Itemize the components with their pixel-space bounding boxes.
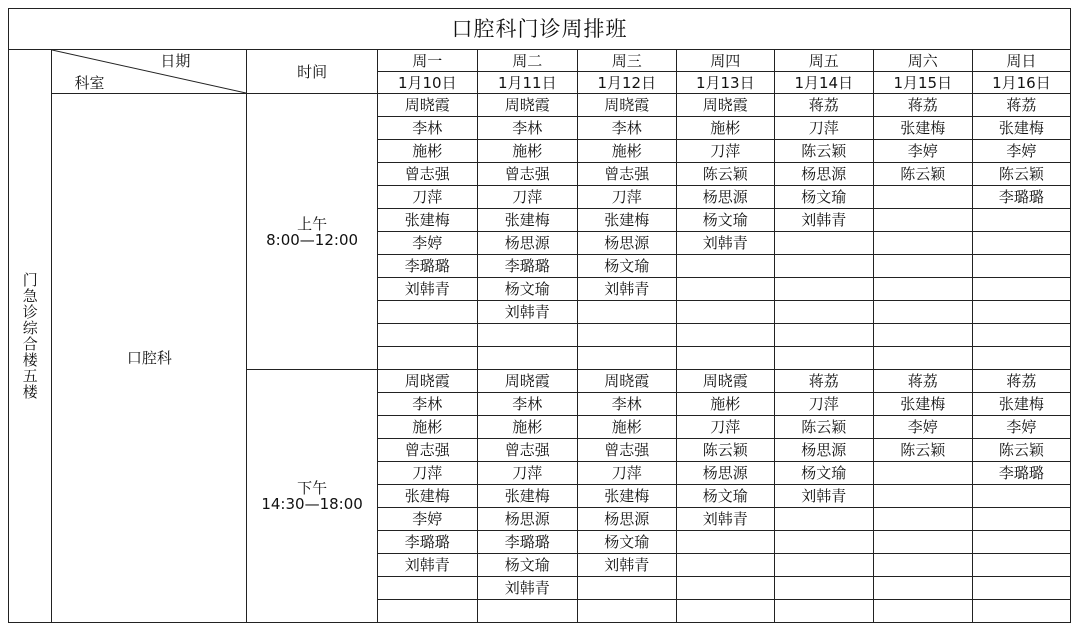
doctor-cell: 曾志强 xyxy=(577,163,676,186)
doctor-cell: 施彬 xyxy=(577,140,676,163)
doctor-cell xyxy=(577,577,676,600)
doctor-cell xyxy=(577,600,676,623)
doctor-cell: 李林 xyxy=(477,393,577,416)
doctor-cell xyxy=(972,232,1070,255)
doctor-cell: 刀萍 xyxy=(577,462,676,485)
doctor-cell xyxy=(676,554,774,577)
doctor-cell xyxy=(972,485,1070,508)
doctor-cell: 陈云颖 xyxy=(972,163,1070,186)
doctor-cell: 杨文瑜 xyxy=(676,209,774,232)
session-label: 下午 xyxy=(297,479,328,497)
doctor-cell xyxy=(577,301,676,324)
doctor-cell: 施彬 xyxy=(676,117,774,140)
date-header: 1月16日 xyxy=(972,72,1070,94)
doctor-cell xyxy=(477,324,577,347)
doctor-cell xyxy=(972,508,1070,531)
doctor-cell: 张建梅 xyxy=(972,117,1070,140)
doctor-cell: 蒋荔 xyxy=(972,94,1070,117)
doctor-cell xyxy=(873,462,972,485)
time-header-label: 时间 xyxy=(247,50,377,94)
doctor-cell: 陈云颖 xyxy=(676,439,774,462)
diagonal-header xyxy=(52,50,247,94)
doctor-cell: 刀萍 xyxy=(676,416,774,439)
doctor-cell: 张建梅 xyxy=(477,485,577,508)
doctor-cell: 杨文瑜 xyxy=(676,485,774,508)
date-header: 1月14日 xyxy=(774,72,873,94)
doctor-cell xyxy=(676,278,774,301)
weekday-header: 周三 xyxy=(577,50,676,72)
doctor-cell: 刀萍 xyxy=(477,462,577,485)
doctor-cell xyxy=(972,554,1070,577)
doctor-cell: 杨思源 xyxy=(774,439,873,462)
doctor-cell: 张建梅 xyxy=(477,209,577,232)
doctor-cell: 曾志强 xyxy=(377,163,477,186)
doctor-cell: 李林 xyxy=(377,117,477,140)
doctor-cell: 施彬 xyxy=(377,140,477,163)
session-label: 上午 xyxy=(297,214,328,233)
doctor-cell: 李婷 xyxy=(873,140,972,163)
doctor-cell xyxy=(972,531,1070,554)
doctor-cell xyxy=(774,577,873,600)
doctor-cell xyxy=(774,232,873,255)
dept-header-label: 科室 xyxy=(74,74,105,92)
doctor-cell: 杨文瑜 xyxy=(477,278,577,301)
doctor-cell xyxy=(774,301,873,324)
doctor-cell xyxy=(377,577,477,600)
department-cell: 口腔科 xyxy=(52,94,247,623)
doctor-cell: 张建梅 xyxy=(577,485,676,508)
doctor-cell xyxy=(676,577,774,600)
doctor-cell: 周晓霞 xyxy=(377,370,477,393)
doctor-cell: 施彬 xyxy=(477,416,577,439)
doctor-cell: 杨思源 xyxy=(774,163,873,186)
doctor-cell: 刀萍 xyxy=(477,186,577,209)
doctor-cell: 李婷 xyxy=(972,140,1070,163)
doctor-cell: 刘韩青 xyxy=(477,577,577,600)
doctor-cell: 杨思源 xyxy=(676,462,774,485)
doctor-cell: 施彬 xyxy=(377,416,477,439)
weekday-header: 周一 xyxy=(377,50,477,72)
doctor-cell xyxy=(873,485,972,508)
doctor-cell xyxy=(577,324,676,347)
doctor-cell: 周晓霞 xyxy=(676,370,774,393)
doctor-cell: 杨思源 xyxy=(577,232,676,255)
doctor-cell xyxy=(972,324,1070,347)
doctor-cell: 曾志强 xyxy=(577,439,676,462)
doctor-cell xyxy=(873,531,972,554)
doctor-cell: 陈云颖 xyxy=(873,163,972,186)
doctor-cell: 李婷 xyxy=(972,416,1070,439)
location-char: 综 xyxy=(22,319,38,337)
date-header: 1月12日 xyxy=(577,72,676,94)
doctor-cell xyxy=(972,600,1070,623)
doctor-cell: 陈云颖 xyxy=(676,163,774,186)
doctor-cell: 蒋荔 xyxy=(873,94,972,117)
doctor-cell xyxy=(377,324,477,347)
location-char: 急 xyxy=(22,287,38,305)
doctor-cell: 李林 xyxy=(477,117,577,140)
doctor-cell: 李璐璐 xyxy=(477,531,577,554)
doctor-cell: 刀萍 xyxy=(377,186,477,209)
doctor-cell xyxy=(972,577,1070,600)
doctor-cell: 李婷 xyxy=(377,508,477,531)
doctor-cell: 李璐璐 xyxy=(477,255,577,278)
location-char: 门 xyxy=(22,271,38,289)
doctor-cell: 蒋荔 xyxy=(873,370,972,393)
date-header: 1月10日 xyxy=(377,72,477,94)
doctor-cell xyxy=(873,278,972,301)
doctor-cell xyxy=(774,347,873,370)
doctor-cell: 曾志强 xyxy=(477,439,577,462)
doctor-cell xyxy=(972,278,1070,301)
doctor-cell: 张建梅 xyxy=(972,393,1070,416)
doctor-cell: 刘韩青 xyxy=(676,232,774,255)
doctor-cell: 周晓霞 xyxy=(377,94,477,117)
doctor-cell xyxy=(873,347,972,370)
weekday-header: 周日 xyxy=(972,50,1070,72)
doctor-cell: 刘韩青 xyxy=(577,554,676,577)
session-time-cell xyxy=(247,94,377,370)
doctor-cell: 蒋荔 xyxy=(774,370,873,393)
schedule-table xyxy=(8,8,1071,623)
doctor-cell xyxy=(774,324,873,347)
doctor-cell: 刀萍 xyxy=(676,140,774,163)
session-time-range: 14:30—18:00 xyxy=(261,495,363,513)
doctor-cell xyxy=(377,347,477,370)
doctor-cell xyxy=(873,600,972,623)
doctor-cell xyxy=(972,255,1070,278)
doctor-cell: 陈云颖 xyxy=(873,439,972,462)
doctor-cell xyxy=(873,508,972,531)
doctor-cell: 刘韩青 xyxy=(774,485,873,508)
date-header: 1月13日 xyxy=(676,72,774,94)
doctor-cell: 杨文瑜 xyxy=(577,531,676,554)
doctor-cell xyxy=(972,347,1070,370)
doctor-cell: 李林 xyxy=(577,393,676,416)
doctor-cell xyxy=(676,347,774,370)
doctor-cell: 周晓霞 xyxy=(676,94,774,117)
session-time-range: 8:00—12:00 xyxy=(266,230,359,249)
doctor-cell xyxy=(676,301,774,324)
location-char: 楼 xyxy=(22,351,38,369)
doctor-cell: 杨思源 xyxy=(477,232,577,255)
doctor-cell xyxy=(774,278,873,301)
doctor-cell: 杨文瑜 xyxy=(774,462,873,485)
doctor-cell: 李璐璐 xyxy=(377,531,477,554)
doctor-cell: 杨思源 xyxy=(477,508,577,531)
doctor-cell: 刀萍 xyxy=(577,186,676,209)
doctor-cell: 施彬 xyxy=(577,416,676,439)
location-char: 诊 xyxy=(22,303,38,321)
location-char: 五 xyxy=(22,367,38,385)
doctor-cell: 张建梅 xyxy=(873,393,972,416)
schedule-sheet xyxy=(8,8,1071,623)
doctor-cell: 李婷 xyxy=(873,416,972,439)
doctor-cell xyxy=(873,577,972,600)
doctor-cell: 曾志强 xyxy=(377,439,477,462)
doctor-cell: 李婷 xyxy=(377,232,477,255)
doctor-cell xyxy=(873,209,972,232)
doctor-cell: 张建梅 xyxy=(377,485,477,508)
doctor-cell xyxy=(774,508,873,531)
doctor-cell: 刀萍 xyxy=(774,117,873,140)
doctor-cell: 曾志强 xyxy=(477,163,577,186)
doctor-cell: 杨文瑜 xyxy=(774,186,873,209)
session-time-cell xyxy=(247,370,377,623)
doctor-cell: 杨思源 xyxy=(676,186,774,209)
doctor-cell xyxy=(873,324,972,347)
weekday-header: 周二 xyxy=(477,50,577,72)
doctor-cell xyxy=(676,255,774,278)
date-header: 1月15日 xyxy=(873,72,972,94)
doctor-cell: 李璐璐 xyxy=(377,255,477,278)
doctor-cell: 张建梅 xyxy=(377,209,477,232)
doctor-cell xyxy=(873,554,972,577)
doctor-cell: 刀萍 xyxy=(774,393,873,416)
doctor-cell xyxy=(873,301,972,324)
doctor-cell: 周晓霞 xyxy=(477,94,577,117)
doctor-cell xyxy=(873,255,972,278)
doctor-cell: 刘韩青 xyxy=(377,278,477,301)
doctor-cell: 刘韩青 xyxy=(477,301,577,324)
doctor-cell: 李璐璐 xyxy=(972,186,1070,209)
doctor-cell: 蒋荔 xyxy=(774,94,873,117)
doctor-cell xyxy=(972,209,1070,232)
doctor-cell: 刀萍 xyxy=(377,462,477,485)
doctor-cell: 李林 xyxy=(577,117,676,140)
doctor-cell: 张建梅 xyxy=(577,209,676,232)
doctor-cell: 刘韩青 xyxy=(577,278,676,301)
date-header: 1月11日 xyxy=(477,72,577,94)
schedule-row xyxy=(9,94,1071,117)
location-char: 合 xyxy=(22,335,38,353)
doctor-cell xyxy=(774,255,873,278)
weekday-header: 周六 xyxy=(873,50,972,72)
doctor-cell xyxy=(377,301,477,324)
doctor-cell xyxy=(774,600,873,623)
doctor-cell xyxy=(774,531,873,554)
doctor-cell xyxy=(676,600,774,623)
doctor-cell xyxy=(377,600,477,623)
date-header-label: 日期 xyxy=(160,52,191,70)
doctor-cell: 杨文瑜 xyxy=(577,255,676,278)
doctor-cell: 施彬 xyxy=(676,393,774,416)
doctor-cell: 刘韩青 xyxy=(774,209,873,232)
doctor-cell: 陈云颖 xyxy=(774,416,873,439)
doctor-cell xyxy=(577,347,676,370)
doctor-cell: 杨文瑜 xyxy=(477,554,577,577)
doctor-cell xyxy=(873,232,972,255)
doctor-cell xyxy=(477,600,577,623)
doctor-cell xyxy=(972,301,1070,324)
location-label xyxy=(9,50,52,623)
doctor-cell: 张建梅 xyxy=(873,117,972,140)
location-char: 楼 xyxy=(22,383,38,401)
page-title: 口腔科门诊周排班 xyxy=(9,9,1071,50)
doctor-cell: 周晓霞 xyxy=(477,370,577,393)
doctor-cell: 杨思源 xyxy=(577,508,676,531)
doctor-cell xyxy=(477,347,577,370)
weekday-header: 周四 xyxy=(676,50,774,72)
doctor-cell: 施彬 xyxy=(477,140,577,163)
doctor-cell: 蒋荔 xyxy=(972,370,1070,393)
doctor-cell: 刘韩青 xyxy=(377,554,477,577)
doctor-cell xyxy=(774,554,873,577)
doctor-cell: 周晓霞 xyxy=(577,370,676,393)
doctor-cell: 陈云颖 xyxy=(774,140,873,163)
doctor-cell xyxy=(676,531,774,554)
doctor-cell: 李璐璐 xyxy=(972,462,1070,485)
doctor-cell xyxy=(873,186,972,209)
doctor-cell xyxy=(676,324,774,347)
doctor-cell: 陈云颖 xyxy=(972,439,1070,462)
doctor-cell: 周晓霞 xyxy=(577,94,676,117)
weekday-header: 周五 xyxy=(774,50,873,72)
doctor-cell: 李林 xyxy=(377,393,477,416)
doctor-cell: 刘韩青 xyxy=(676,508,774,531)
